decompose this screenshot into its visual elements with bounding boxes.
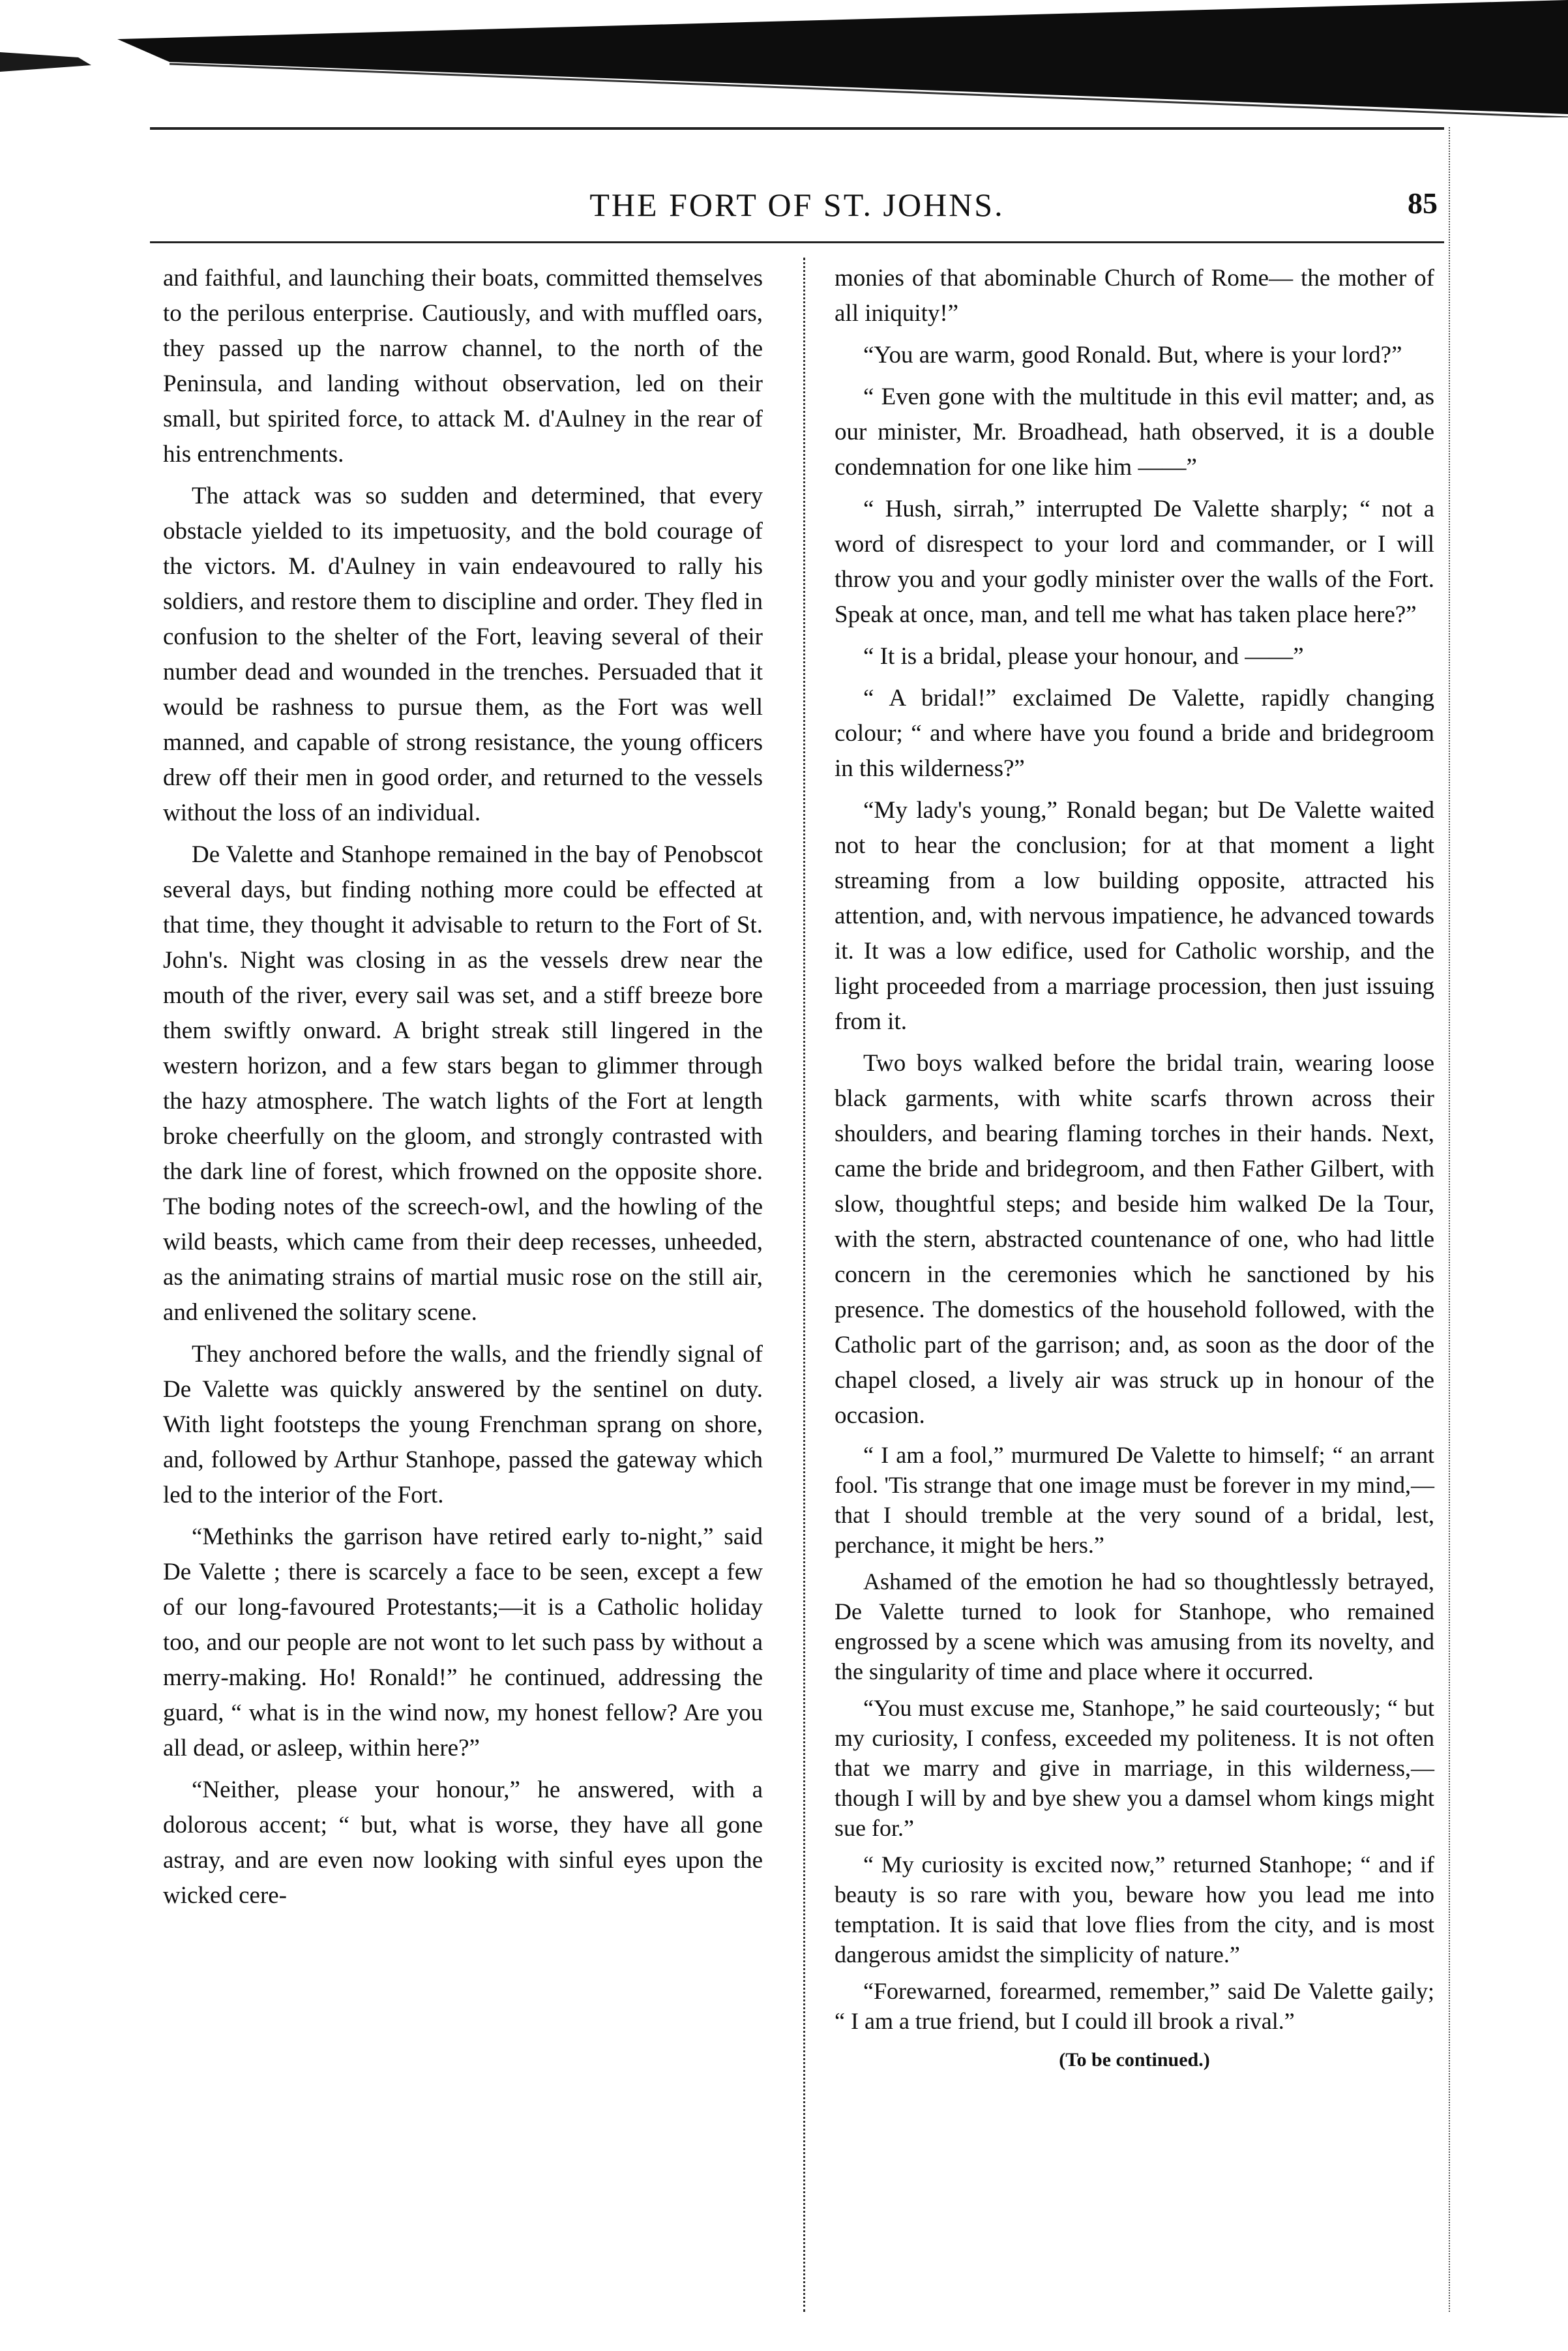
paragraph: “You are warm, good Ronald. But, where is your lord?” [863,342,1402,368]
paragraph: Ashamed of the emotion he had so thoughtlessly betrayed, De Valette turned to look for Stanhope, who remained engrossed by a scene which was amusing from its novelty, and the singularity of time and place where it occurred. [835,1568,1434,1685]
paragraph: De Valette and Stanhope remained in the bay of Penobscot several days, but finding nothing more could be effected at that time, they thought it advisable to return to the Fort of St. John's. Night was closing in as the vessels drew near the mouth of the river, every sail was set, and a stiff breeze bore them swiftly onward. A bright streak still lingered in the western horizon, and a few stars began to glimmer through the hazy atmosphere. The watch lights of the Fort at length broke cheerfully on the gloom, and strongly contrasted with the dark line of forest, which frowned on the opposite shore. The boding notes of the screech-owl, and the howling of the wild beasts, which came from their deep recesses, unheeded, as the animating strains of martial music rose on the still air, and enlivened the solitary scene. [163,841,763,1326]
paragraph: and faithful, and launching their boats, committed themselves to the perilous enterprise. Cautiously, and with muffled oars, they passed up the narrow channel, to the north of the Peninsula, and landing without observation, led on their small, but spirited force, to attack M. d'Aulney in the rear of his entrenchments. [163,265,763,468]
paragraph: “Neither, please your honour,” he answered, with a dolorous accent; “ but, what is worse, they have all gone astray, and are even now looking with sinful eyes upon the wicked cere- [163,1776,763,1909]
running-title: THE FORT OF ST. JOHNS. [589,187,1005,223]
column-divider [803,258,805,2312]
paragraph: “ Hush, sirrah,” interrupted De Valette sharply; “ not a word of disrespect to your lord and commander, or I will throw you and your godly minister over the walls of the Fort. Speak at once, man, and tell me what has taken place here?” [835,496,1434,628]
paragraph: “ It is a bridal, please your honour, and ——” [863,643,1304,670]
paragraph: They anchored before the walls, and the friendly signal of De Valette was quickly answered by the sentinel on duty. With light footsteps the young Frenchman sprang on shore, and, followed by Arthur Stanhope, passed the gateway which led to the interior of the Fort. [163,1341,763,1508]
paragraph: The attack was so sudden and determined, that every obstacle yielded to its impetuosity, and the bold courage of the victors. M. d'Aulney in vain endeavoured to rally his soldiers, and restore them to discipline and order. They fled in confusion to the shelter of the Fort, leaving several of their number dead and wounded in the trenches. Persuaded that it would be rashness to pursue them, as the Fort was well manned, and capable of strong resistance, the young officers drew off their men in good order, and returned to the vessels without the loss of an individual. [163,483,763,826]
paragraph: “ A bridal!” exclaimed De Valette, rapidly changing colour; “ and where have you found a bride and bridegroom in this wilderness?” [835,685,1434,782]
left-column [163,261,763,1920]
paragraph: “ Even gone with the multitude in this evil matter; and, as our minister, Mr. Broadhead, hath observed, it is a double condemnation for one like him ——” [835,383,1434,481]
paragraph: monies of that abominable Church of Rome— the mother of all iniquity!” [835,265,1434,327]
header-rule [150,241,1444,243]
paragraph: Two boys walked before the bridal train, wearing loose black garments, with white scarfs thrown across their shoulders, and bearing flaming torches in their hands. Next, came the bride and bridegroom, and then Father Gilbert, with slow, thoughtful steps; and beside him walked De la Tour, with the stern, abstracted countenance of one, who had little concern in the ceremonies which he sanctioned by his presence. The domestics of the household followed, with the Catholic part of the garrison; and, as soon as the door of the chapel closed, a lively air was struck up in honour of the occasion. [835,1050,1434,1429]
paragraph: “You must excuse me, Stanhope,” he said courteously; “ but my curiosity, I confess, exceeded my politeness. It is not often that we marry and give in marriage, in this wilderness,— though I will by and bye shew you a damsel whom kings might sue for.” [835,1695,1434,1841]
page-right-border [1449,127,1450,2312]
scan-edge-shadow [0,0,1568,117]
page-header [150,186,1444,238]
scan-edge-artifact [0,0,1568,117]
paragraph: “Methinks the garrison have retired early to-night,” said De Valette ; there is scarcely a face to be seen, except a few of our long-favoured Protestants;—it is a Catholic holiday too, and our people are not wont to let such pass by without a merry-making. Ho! Ronald!” he continued, addressing the guard, “ what is in the wind now, my honest fellow? Are you all dead, or asleep, within here?” [163,1523,763,1761]
paragraph: “ I am a fool,” murmured De Valette to himself; “ an arrant fool. 'Tis strange that one image must be forever in my mind,—that I should tremble at the very sound of a bridal, lest, perchance, it might be hers.” [835,1442,1434,1558]
page-number: 85 [1408,187,1438,220]
paragraph: “ My curiosity is excited now,” returned Stanhope; “ and if beauty is so rare with you, beware how you lead me into temptation. It is said that love flies from the city, and is most dangerous amidst the simplicity of nature.” [835,1851,1434,1968]
paragraph: “Forewarned, forearmed, remember,” said De Valette gaily; “ I am a true friend, but I could ill brook a rival.” [835,1978,1434,2034]
right-column [835,261,1434,2084]
continued-note: (To be continued.) [1059,2049,1210,2071]
paragraph: “My lady's young,” Ronald began; but De Valette waited not to hear the conclusion; for at that moment a light streaming from a low building opposite, attracted his attention, and, with nervous impatience, he advanced towards it. It was a low edifice, used for Catholic worship, and the light proceeded from a marriage procession, then just issuing from it. [835,797,1434,1035]
